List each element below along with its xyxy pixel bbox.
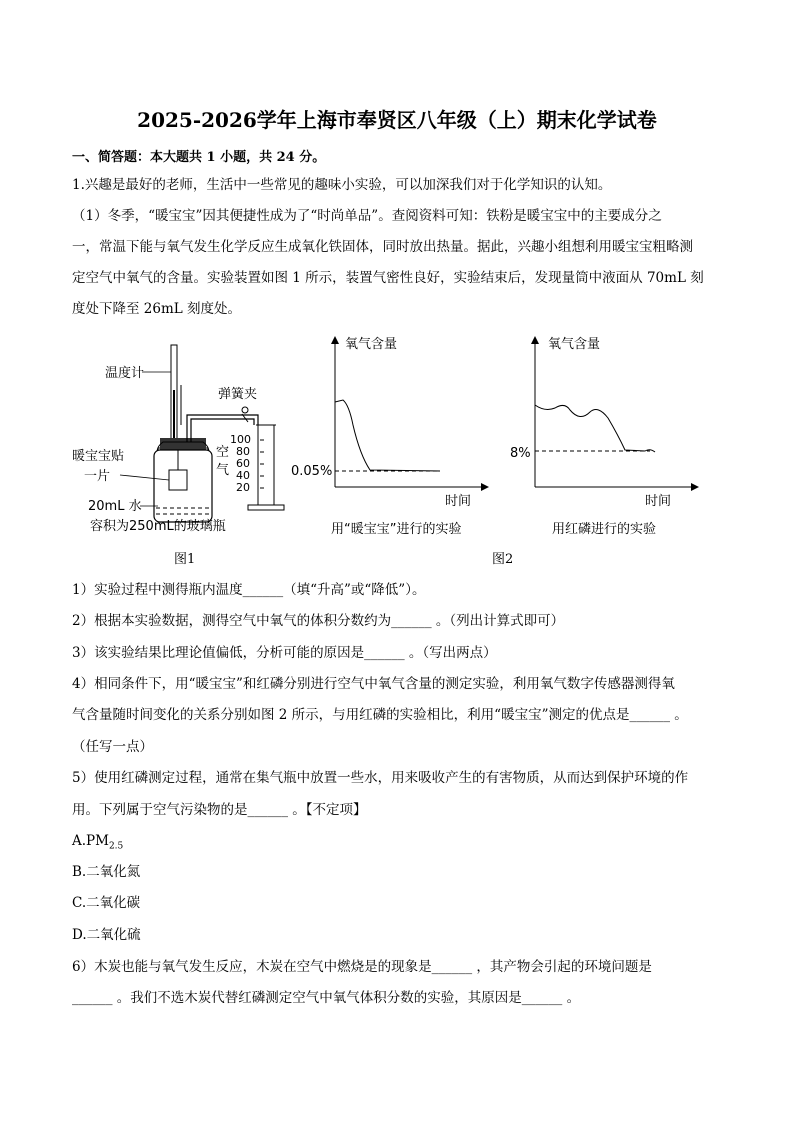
paragraph-line: 度处下降至 26mL 刻度处。 xyxy=(72,301,242,317)
label-warmer: 暖宝宝贴 xyxy=(72,449,125,464)
figure1-caption: 图1 xyxy=(174,552,196,567)
label-air: 空 xyxy=(216,445,230,460)
sub-question-4-cont: 气含量随时间变化的关系分别如图 2 所示，与用红磷的实验相比，利用“暖宝宝”测定的优点是______ 。 xyxy=(72,707,688,723)
label-warmer-piece: 一片 xyxy=(84,469,111,484)
chart-subtitle: 用红磷进行的实验 xyxy=(552,522,657,537)
sub-question-6-cont: ______ 。我们不选木炭代替红磷测定空气中氧气体积分数的实验，其原因是______ 。 xyxy=(72,990,581,1006)
option-b: B.二氧化氮 xyxy=(72,864,141,880)
sub-question-4-cont: （任写一点） xyxy=(72,739,153,755)
scale-label: 60 xyxy=(236,457,250,470)
paragraph-line: 一，常温下能与氧气发生化学反应生成氧化铁固体，同时放出热量。据此，兴趣小组想利用暖宝宝粗略测 xyxy=(72,239,693,255)
label-water: 20mL 水 xyxy=(88,499,142,514)
oxygen-curve xyxy=(335,400,440,471)
figure2-caption: 图2 xyxy=(492,552,514,567)
sub-question-5-cont: 用。下列属于空气污染物的是______ 。【不定项】 xyxy=(72,802,367,818)
ylabel: 氧气含量 xyxy=(345,337,398,352)
sub-question-5: 5）使用红磷测定过程，通常在集气瓶中放置一些水，用来吸收产生的有害物质，从而达到保护环境的作 xyxy=(72,770,689,786)
exam-title: 2025-2026学年上海市奉贤区八年级（上）期末化学试卷 xyxy=(137,108,657,132)
mark-label: 0.05% xyxy=(291,464,333,479)
scale-label: 20 xyxy=(236,481,250,494)
mark-label: 8% xyxy=(510,446,531,461)
xlabel: 时间 xyxy=(645,494,672,509)
graduated-cylinder xyxy=(258,425,274,505)
label-thermometer: 温度计 xyxy=(105,366,145,381)
option-a-text: A.PM xyxy=(72,833,109,849)
option-d: D.二氧化硫 xyxy=(72,927,141,943)
chart-subtitle: 用“暖宝宝”进行的实验 xyxy=(331,522,462,537)
sub-question-1: 1）实验过程中测得瓶内温度______（填“升高”或“降低”）。 xyxy=(72,582,426,598)
label-air: 气 xyxy=(216,463,230,478)
paragraph-line: （1）冬季，“暖宝宝”因其便捷性成为了“时尚单品”。查阅资料可知：铁粉是暖宝宝中的主要成分之 xyxy=(72,208,662,224)
sub-question-4: 4）相同条件下，用“暖宝宝”和红磷分别进行空气中氧气含量的测定实验，利用氧气数字传感器测得氧 xyxy=(72,676,675,692)
label-bottle: 容积为250mL的玻璃瓶 xyxy=(90,519,226,534)
figure2-left-chart xyxy=(285,330,515,545)
sub-question-3: 3）该实验结果比理论值偏低，分析可能的原因是______ 。（写出两点） xyxy=(72,645,497,661)
label-clip: 弹簧夹 xyxy=(218,387,258,402)
figure1-apparatus xyxy=(60,330,300,545)
oxygen-curve xyxy=(535,405,655,452)
option-a xyxy=(72,831,123,857)
section-heading: 一、简答题：本大题共 1 小题，共 24 分。 xyxy=(72,150,326,165)
sub-question-2: 2）根据本实验数据，测得空气中氧气的体积分数约为______ 。（列出计算式即可） xyxy=(72,613,565,629)
scale-label: 40 xyxy=(236,469,250,482)
question-intro: 1.兴趣是最好的老师，生活中一些常见的趣味小实验，可以加深我们对于化学知识的认知。 xyxy=(72,177,612,193)
clip-icon xyxy=(242,407,248,413)
warmer-pad xyxy=(169,470,187,490)
xlabel: 时间 xyxy=(445,494,472,509)
paragraph-line: 定空气中氧气的含量。实验装置如图 1 所示，装置气密性良好，实验结束后，发现量筒中液面从 70mL 刻 xyxy=(72,270,704,286)
figure2-right-chart xyxy=(500,330,720,545)
scale-label: 100 xyxy=(230,433,251,446)
scale-label: 80 xyxy=(236,445,250,458)
option-c: C.二氧化碳 xyxy=(72,895,141,911)
sub-question-6: 6）木炭也能与氧气发生反应，木炭在空气中燃烧是的现象是______ ，其产物会引起的环境问题是 xyxy=(72,959,652,975)
ylabel: 氧气含量 xyxy=(548,337,601,352)
option-a-subscript: 2.5 xyxy=(108,841,124,852)
